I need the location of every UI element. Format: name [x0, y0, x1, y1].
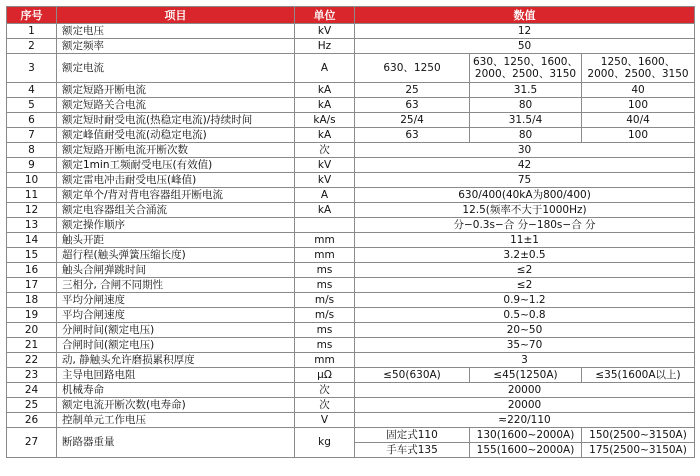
table-row: [7, 278, 695, 293]
row-value: 35~70: [355, 338, 695, 353]
row-value-1: 63: [355, 98, 470, 113]
row-unit: kV: [295, 158, 355, 173]
table-row: [7, 173, 695, 188]
header-unit: 单位: [295, 7, 355, 24]
row-unit: A: [295, 54, 355, 83]
weight-type-truck: 手车式135: [355, 443, 470, 458]
table-row: [7, 398, 695, 413]
row-unit: kA: [295, 203, 355, 218]
row-item: 触头开距: [57, 233, 295, 248]
row-number: 19: [7, 308, 57, 323]
row-number: 27: [7, 428, 57, 458]
row-number: 25: [7, 398, 57, 413]
table-row: [7, 188, 695, 203]
row-item: 额定频率: [57, 39, 295, 54]
row-unit: ms: [295, 338, 355, 353]
table-row: [7, 218, 695, 233]
row-unit: kA/s: [295, 113, 355, 128]
table-row: [7, 24, 695, 39]
header-value: 数值: [355, 7, 695, 24]
row-item: 额定峰值耐受电流(动稳定电流): [57, 128, 295, 143]
table-row: [7, 158, 695, 173]
row-number: 7: [7, 128, 57, 143]
row-unit: 次: [295, 143, 355, 158]
row-unit: kA: [295, 98, 355, 113]
table-row: [7, 233, 695, 248]
table-row: [7, 98, 695, 113]
row-item: 平均合闸速度: [57, 308, 295, 323]
row-number: 3: [7, 54, 57, 83]
row-item: 额定短路开断电流开断次数: [57, 143, 295, 158]
row-value: 75: [355, 173, 695, 188]
row-item: 主导电回路电阻: [57, 368, 295, 383]
row-item: 额定1min工频耐受电压(有效值): [57, 158, 295, 173]
weight-truck-2: 175(2500~3150A): [582, 443, 695, 458]
row-value: 20000: [355, 398, 695, 413]
table-row: [7, 323, 695, 338]
row-number: 21: [7, 338, 57, 353]
row-unit: 次: [295, 383, 355, 398]
table-row: [7, 113, 695, 128]
row-item: 超行程(触头弹簧压缩长度): [57, 248, 295, 263]
weight-fixed-1: 130(1600~2000A): [470, 428, 582, 443]
row-item: 额定短路关合电流: [57, 98, 295, 113]
row-item: 机械寿命: [57, 383, 295, 398]
row-value-1: 25/4: [355, 113, 470, 128]
row-value-1: 25: [355, 83, 470, 98]
row-value: 0.5~0.8: [355, 308, 695, 323]
row-number: 16: [7, 263, 57, 278]
table-row: [7, 54, 695, 83]
row-item: 控制单元工作电压: [57, 413, 295, 428]
row-item: 额定雷电冲击耐受电压(峰值): [57, 173, 295, 188]
row-unit: kA: [295, 128, 355, 143]
row-number: 2: [7, 39, 57, 54]
row-value: ≤2: [355, 263, 695, 278]
row-value: 12.5(频率不大于1000Hz): [355, 203, 695, 218]
row-value-3: 100: [582, 98, 695, 113]
row-value: 3: [355, 353, 695, 368]
table-row: [7, 413, 695, 428]
row-item: 额定操作顺序: [57, 218, 295, 233]
row-number: 24: [7, 383, 57, 398]
row-value-3: 40: [582, 83, 695, 98]
row-number: 26: [7, 413, 57, 428]
weight-fixed-2: 150(2500~3150A): [582, 428, 695, 443]
row-value-1: ≤50(630A): [355, 368, 470, 383]
row-unit: kV: [295, 24, 355, 39]
row-number: 17: [7, 278, 57, 293]
row-item: 额定电流开断次数(电寿命): [57, 398, 295, 413]
row-value: 11±1: [355, 233, 695, 248]
table-row: [7, 383, 695, 398]
row-unit: A: [295, 188, 355, 203]
row-number: 6: [7, 113, 57, 128]
row-unit: V: [295, 413, 355, 428]
row-number: 1: [7, 24, 57, 39]
row-value: 50: [355, 39, 695, 54]
row-value-3: 100: [582, 128, 695, 143]
row-item: 额定电压: [57, 24, 295, 39]
row-value: 0.9~1.2: [355, 293, 695, 308]
row-value: 42: [355, 158, 695, 173]
row-value-2: ≤45(1250A): [470, 368, 582, 383]
row-unit: μΩ: [295, 368, 355, 383]
row-unit: kV: [295, 173, 355, 188]
row-unit: mm: [295, 353, 355, 368]
row-item: 额定电容器组关合涌流: [57, 203, 295, 218]
table-row: [7, 368, 695, 383]
row-value: 30: [355, 143, 695, 158]
spec-table: [6, 6, 695, 458]
row-item: 额定短路开断电流: [57, 83, 295, 98]
row-unit: mm: [295, 233, 355, 248]
row-value-3: 40/4: [582, 113, 695, 128]
row-unit: [295, 218, 355, 233]
row-number: 11: [7, 188, 57, 203]
row-value-2: 80: [470, 98, 582, 113]
row-unit: Hz: [295, 39, 355, 54]
row-number: 8: [7, 143, 57, 158]
row-unit: mm: [295, 248, 355, 263]
table-row: [7, 428, 695, 443]
table-row: [7, 353, 695, 368]
row-value-1: 630、1250: [355, 54, 470, 83]
row-item: 分闸时间(额定电压): [57, 323, 295, 338]
table-row: [7, 338, 695, 353]
row-value: 20000: [355, 383, 695, 398]
row-unit: 次: [295, 398, 355, 413]
table-row: [7, 248, 695, 263]
row-number: 15: [7, 248, 57, 263]
row-unit: ms: [295, 278, 355, 293]
row-item: 断路器重量: [57, 428, 295, 458]
row-item: 额定单个/背对背电容器组开断电流: [57, 188, 295, 203]
row-number: 20: [7, 323, 57, 338]
row-item: 合闸时间(额定电压): [57, 338, 295, 353]
row-value-3: 1250、1600、2000、2500、3150: [582, 54, 695, 83]
header-no: 序号: [7, 7, 57, 24]
row-unit: ms: [295, 263, 355, 278]
row-item: 平均分闸速度: [57, 293, 295, 308]
row-value-2: 80: [470, 128, 582, 143]
table-row: [7, 293, 695, 308]
row-unit: ms: [295, 323, 355, 338]
row-unit: m/s: [295, 293, 355, 308]
row-item: 触头合闸弹跳时间: [57, 263, 295, 278]
row-number: 22: [7, 353, 57, 368]
row-number: 18: [7, 293, 57, 308]
row-value-2: 31.5: [470, 83, 582, 98]
row-unit: m/s: [295, 308, 355, 323]
table-row: [7, 143, 695, 158]
row-unit: kg: [295, 428, 355, 458]
row-number: 9: [7, 158, 57, 173]
row-number: 13: [7, 218, 57, 233]
weight-truck-1: 155(1600~2000A): [470, 443, 582, 458]
table-row: [7, 263, 695, 278]
table-row: [7, 128, 695, 143]
row-value: 20~50: [355, 323, 695, 338]
row-value-2: 630、1250、1600、2000、2500、3150: [470, 54, 582, 83]
table-row: [7, 203, 695, 218]
row-number: 23: [7, 368, 57, 383]
row-value-3: ≤35(1600A以上): [582, 368, 695, 383]
row-value: 12: [355, 24, 695, 39]
row-item: 额定短时耐受电流(热稳定电流)/持续时间: [57, 113, 295, 128]
row-value: 3.2±0.5: [355, 248, 695, 263]
row-value: 630/400(40kA为800/400): [355, 188, 695, 203]
weight-type-fixed: 固定式110: [355, 428, 470, 443]
row-value: ≂220/110: [355, 413, 695, 428]
row-value-1: 63: [355, 128, 470, 143]
row-unit: kA: [295, 83, 355, 98]
row-item: 动, 静触头允许磨损累积厚度: [57, 353, 295, 368]
row-number: 12: [7, 203, 57, 218]
table-header-row: [7, 7, 695, 24]
row-value: ≤2: [355, 278, 695, 293]
row-number: 4: [7, 83, 57, 98]
table-row: [7, 39, 695, 54]
row-value: 分−0.3s−合 分−180s−合 分: [355, 218, 695, 233]
row-number: 10: [7, 173, 57, 188]
header-item: 项目: [57, 7, 295, 24]
row-item: 三相分, 合闸不同期性: [57, 278, 295, 293]
row-number: 5: [7, 98, 57, 113]
row-item: 额定电流: [57, 54, 295, 83]
table-row: [7, 83, 695, 98]
row-value-2: 31.5/4: [470, 113, 582, 128]
table-row: [7, 308, 695, 323]
row-number: 14: [7, 233, 57, 248]
